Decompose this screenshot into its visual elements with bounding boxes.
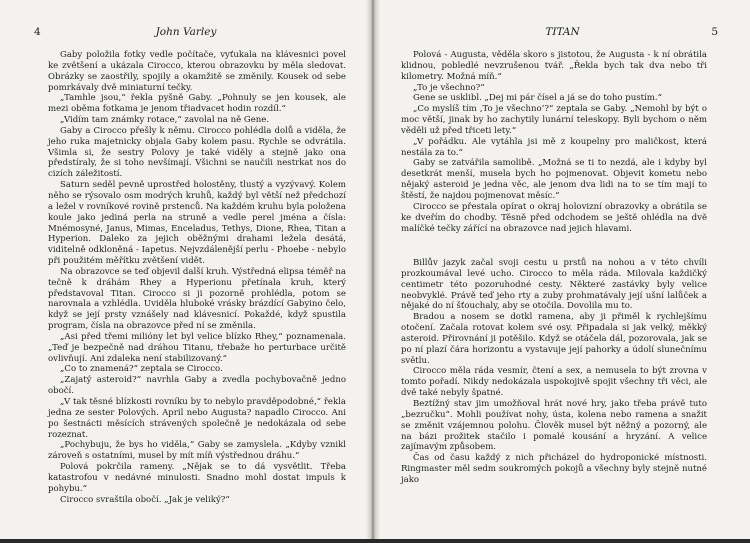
left-page-body — [48, 50, 346, 505]
paragraph: Cirocco měla ráda vesmír, čtení a sex, a nemusela to být zrovna v tomto pořadí. Nikdy nedokázala uspokojivě spojit všechny tři věci, ale dvě také nebyly špatné. — [401, 366, 707, 399]
paragraph: Na obrazovce se teď objevil další kruh. Výstředná elipsa téměř na tečně k dráhám Rhey a Hyperionu přetínala kruh, který představoval Titan. Cirocco si ji pozorně prohlédla, potom se narovnala a vzhlédla. Uviděla hluboké vrásky brázdící Gabyino čelo, když se její prsty vznášely nad klávesnicí. Pokaždé, když spustila program, čísla na obrazovce před ní se změnila. — [48, 266, 346, 332]
running-head-author: John Varley — [155, 26, 217, 38]
running-head-title: TITAN — [545, 26, 580, 38]
page-number: 5 — [711, 26, 718, 38]
paragraph: Beztížný stav jim umožňoval hrát nové hry, jako třeba právě tuto „bezručku“. Mohli používat nohy, ústa, kolena nebo ramena a snažit se změnit vzájemnou polohu. Člověk musel být něžný a pozorný, ale na bázi prožitek stačilo i pomalé kousání a hryzání. A velice zajímavým způsobem. — [401, 398, 707, 453]
paragraph: „Co to znamená?“ zeptala se Cirocco. — [60, 364, 223, 375]
paragraph: „Vidím tam známky rotace,“ zavolal na ně Gene. — [60, 115, 270, 126]
paragraph: Saturn seděl pevně uprostřed holostěny, tlustý a vyzývavý. Kolem něho se rýsovalo osm modrých kruhů, každý byl větší než předchozí a ležel v rovníkové rovině prstenců. Na každém kruhu byla položena koule jako jediná perla na struně a vedle perel jména a čísla: Mnémosyné, Janus, Mimas, Enceladus, Tethys, Dione, Rhea, Titan a Hyperion. Daleko za jejich oběžnými drahami ležela desátá, viditelně odkloněná - Iapetus. Nejvzdálenější perlu - Phoebe - nebylo při použitém měřítku zvětšení vidět. — [48, 180, 346, 267]
paragraph: Billův jazyk začal svoji cestu u prstů na nohou a v této chvíli prozkoumával levé ucho. Cirocco to měla ráda. Milovala každičký centimetr této pozoruhodné cesty. Některé zastávky byly velice neobvyklé. Právě teď jeho rty a zuby prohmatávaly její ušní lalůček a nějaké do ní šťouchaly, aby se otočila. Dovolila mu to. — [401, 258, 707, 312]
paragraph: „Pochybuju, že bys ho viděla,“ Gaby se zamyslela. „Kdyby vznikl zároveň s ostatními, musel by mít míň výstřednou dráhu.“ — [48, 440, 346, 462]
paragraph: Čas od času každý z nich přicházel do hydroponické místnosti. Ringmaster měl sedm soukromých pokojů a všechny byly stejně nutné jako — [401, 453, 707, 485]
paragraph: Gaby se zatvářila samolibě. „Možná se ti to nezdá, ale i kdyby byl desetkrát menší, musela bych ho pojmenovat. Objevit kometu nebo nějaký asteroid je jedna věc, ale jenom dva lidi na to se tím mají to štěstí, že najdou pojmenovat měsíc.“ — [401, 158, 707, 201]
paragraph: „Zajatý asteroid?“ navrhla Gaby a zvedla pochybovačně jedno obočí. — [48, 375, 346, 397]
paragraph: „To je všechno?“ — [413, 82, 485, 93]
paragraph: „Co myslíš tím ‚To je všechno‘?“ zeptala se Gaby. „Nemohl by být o moc větší, jinak by ho zachytily lunární teleskopy. Byli bychom o něm věděli už před třiceti lety.“ — [401, 104, 707, 136]
page-edge — [0, 539, 750, 543]
paragraph: „Tamhle jsou,“ řekla pyšně Gaby. „Pohnuly se jen kousek, ale mezi oběma fotkama je jenom třiadvacet hodin rozdíl.“ — [48, 93, 346, 115]
paragraph: Polová - Augusta, věděla skoro s jistotou, že Augusta - k ní obrátila klidnou, pobledlé nevzrušenou tvář. „Řekla bych tak dva nebo tři kilometry. Možná míň.“ — [401, 50, 707, 82]
right-page-header — [375, 26, 750, 40]
right-page — [375, 0, 750, 543]
paragraph: „Asi před třemi milióny let byl velice blízko Rhey,“ poznamenala. „Teď je bezpečně nad dráhou Titanu, třebaže ho perturbace určitě ovlivňují. Ani zdaleka není stabilizovaný.“ — [48, 331, 346, 364]
book-gutter — [366, 0, 380, 543]
paragraph: Gaby položila fotky vedle počítače, vyťukala na klávesnici povel ke zvětšení a ukázala Cirocco, kterou obrazovku by měla sledovat. Obrázky se zaostřily, spojily a okamžitě se změnily. Kousek od sebe pomrkávaly dvě miniaturní tečky. — [48, 50, 346, 93]
paragraph: Bradou a nosem se dotkl ramena, aby ji přiměl k rychlejšímu otočení. Začala rotovat kolem své osy. Připadala si jak velký, měkký asteroid. Přirovnání ji potěšilo. Když se otáčela dál, pozorovala, jak se po ní plazí čára horizontu a vystavuje její pahorky a údolí slunečnímu světlu. — [401, 312, 707, 366]
left-page-header — [0, 26, 372, 40]
left-page — [0, 0, 372, 543]
paragraph: Polová pokrčila rameny. „Nějak se to dá vysvětlit. Třeba katastrofou v nedávné minulosti. Snadno mohl dostat impuls k pohybu.“ — [48, 462, 346, 494]
paragraph: „V tak těsné blízkosti rovníku by to nebylo pravděpodobné,“ řekla jedna ze sester Polových. April nebo Augusta? napadlo Cirocco. Ani po šestnácti měsících strávených společně je nedokázala od sebe rozeznat. — [48, 397, 346, 440]
paragraph: Cirocco se přestala opírat o okraj holovizní obrazovky a obrátila se ke dveřím do chodby. Těsně před odchodem se ještě ohlédla na dvě malíčké tečky zářící na obrazovce nad jejich hlavami. — [401, 201, 707, 234]
paragraph: „V pořádku. Ale vytáhla jsi mě z koupelny pro maličkost, která nestála za to.“ — [401, 136, 707, 158]
page-number: 4 — [34, 26, 41, 38]
paragraph: Gene se usklibl. „Dej mi pár čísel a já se do toho pustím.“ — [413, 93, 662, 104]
right-page-body-lower — [401, 258, 707, 486]
paragraph: Gaby a Cirocco přešly k němu. Cirocco pohlédla dolů a viděla, že jeho ruka majetnicky objala Gaby kolem pasu. Rychle se odvrátila. Všimla si, že sestry Polovy je také viděly a stejně jako ona předstíraly, že si toho nevšímají. Všichni se naučili nestrkat nos do cizích záležitostí. — [48, 125, 346, 180]
right-page-body-upper — [401, 50, 707, 234]
paragraph: Cirocco svraštila obočí. „Jak je veliký?“ — [60, 494, 230, 505]
